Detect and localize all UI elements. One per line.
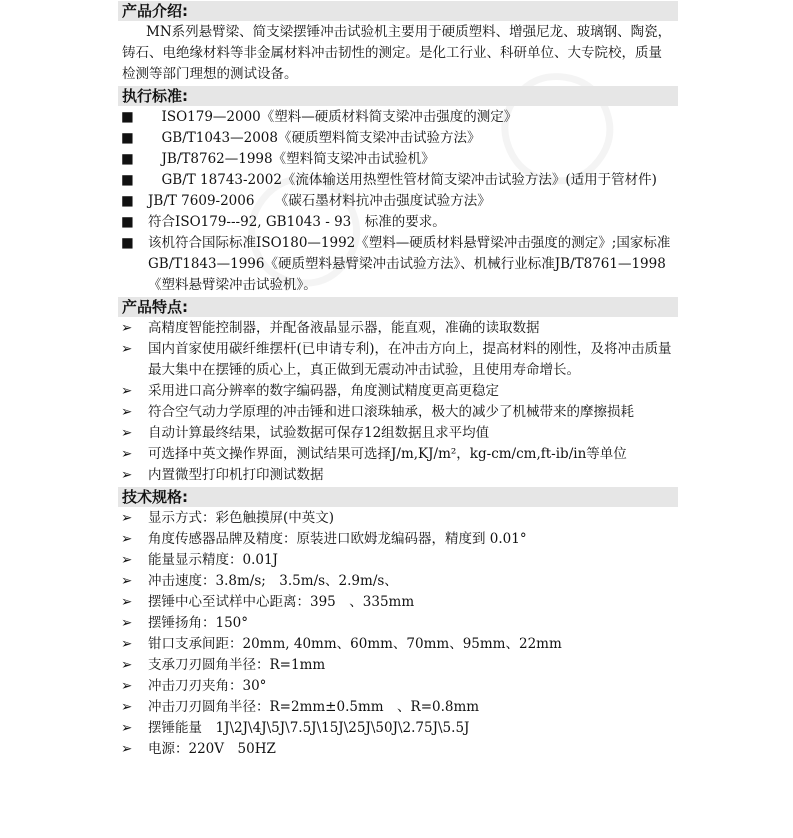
arrow-bullet-icon: ➢: [121, 383, 133, 399]
list-item: ➢ 角度传感器品牌及精度：原装进口欧姆龙编码器，精度到 0.01°: [118, 529, 678, 550]
intro-text: MN系列悬臂梁、简支梁摆锤冲击试验机主要用于硬质塑料、增强尼龙、玻璃钢、陶瓷，铸石、电绝缘材料等非金属材料冲击韧性的测定。是化工行业、科研单位、大专院校，质量检测等部门理想的测试设备。: [122, 24, 672, 82]
list-item: ➢ 冲击刀刃圆角半径：R=2mm±0.5mm 、R=0.8mm: [118, 697, 678, 718]
list-item: ■ GB/T1043—2008《硬质塑料简支梁冲击试验方法》: [118, 128, 678, 149]
list-item: ➢ 电源：220V 50HZ: [118, 739, 678, 760]
intro-heading: 产品介绍:: [118, 1, 678, 21]
list-item: ■ 该机符合国际标准ISO180—1992《塑料—硬质材料悬臂梁冲击强度的测定》;国家标准GB/T1843—1996《硬质塑料悬臂梁冲击试验方法》、机械行业标准JB/T8761—1998《塑料悬臂梁冲击试验机》。: [118, 233, 678, 296]
square-bullet-icon: ■: [121, 235, 134, 251]
arrow-bullet-icon: ➢: [121, 446, 133, 462]
list-item: ➢ 摆锤能量 1J\2J\4J\5J\7.5J\15J\25J\50J\2.75J\5.5J: [118, 718, 678, 739]
list-item: ■ GB/T 18743-2002《流体输送用热塑性管材简支梁冲击试验方法》(适用于管材件): [118, 170, 678, 191]
list-item: ➢ 高精度智能控制器，并配备液晶显示器，能直观，准确的读取数据: [118, 318, 678, 339]
list-item: ➢ 可选择中英文操作界面，测试结果可选择J/m,KJ/m²，kg-cm/cm,ft-ib/in等单位: [118, 444, 678, 465]
features-heading: 产品特点:: [118, 297, 678, 317]
list-item: ➢ 显示方式：彩色触摸屏(中英文): [118, 508, 678, 529]
list-item: ■ JB/T8762—1998《塑料简支梁冲击试验机》: [118, 149, 678, 170]
arrow-bullet-icon: ➢: [121, 467, 133, 483]
list-item: ■ JB/T 7609-2006 《碳石墨材料抗冲击强度试验方法》: [118, 191, 678, 212]
arrow-bullet-icon: ➢: [121, 425, 133, 441]
specs-list: [118, 508, 678, 760]
arrow-bullet-icon: ➢: [121, 720, 133, 736]
list-item: ➢ 支承刀刃圆角半径：R=1mm: [118, 655, 678, 676]
standards-heading: 执行标准:: [118, 86, 678, 106]
square-bullet-icon: ■: [121, 193, 134, 209]
arrow-bullet-icon: ➢: [121, 657, 133, 673]
features-list: [118, 318, 678, 486]
arrow-bullet-icon: ➢: [121, 552, 133, 568]
square-bullet-icon: ■: [121, 172, 134, 188]
list-item: ➢ 冲击刀刃夹角：30°: [118, 676, 678, 697]
list-item: ➢ 国内首家使用碳纤维摆杆(已申请专利)，在冲击方向上，提高材料的刚性，及将冲击质量最大集中在摆锤的质心上，真正做到无震动冲击试验，且使用寿命增长。: [118, 339, 678, 381]
list-item: ➢ 采用进口高分辨率的数字编码器，角度测试精度更高更稳定: [118, 381, 678, 402]
arrow-bullet-icon: ➢: [121, 594, 133, 610]
list-item: ➢ 能量显示精度：0.01J: [118, 550, 678, 571]
list-item: ➢ 钳口支承间距：20mm, 40mm、60mm、70mm、95mm、22mm: [118, 634, 678, 655]
list-item: ➢ 冲击速度：3.8m/s; 3.5m/s、2.9m/s、: [118, 571, 678, 592]
list-item: ➢ 自动计算最终结果，试验数据可保存12组数据且求平均值: [118, 423, 678, 444]
list-item: ➢ 符合空气动力学原理的冲击锤和进口滚珠轴承，极大的减少了机械带来的摩擦损耗: [118, 402, 678, 423]
arrow-bullet-icon: ➢: [121, 699, 133, 715]
list-item: ■ ISO179—2000《塑料—硬质材料简支梁冲击强度的测定》: [118, 107, 678, 128]
arrow-bullet-icon: ➢: [121, 636, 133, 652]
square-bullet-icon: ■: [121, 109, 134, 125]
intro-paragraph: [118, 22, 678, 85]
arrow-bullet-icon: ➢: [121, 573, 133, 589]
standards-list: [118, 107, 678, 296]
list-item: ➢ 摆锤中心至试样中心距离：395 、335mm: [118, 592, 678, 613]
square-bullet-icon: ■: [121, 130, 134, 146]
square-bullet-icon: ■: [121, 214, 134, 230]
arrow-bullet-icon: ➢: [121, 678, 133, 694]
arrow-bullet-icon: ➢: [121, 341, 133, 357]
specs-heading: 技术规格:: [118, 487, 678, 507]
arrow-bullet-icon: ➢: [121, 741, 133, 757]
list-item: ■ 符合ISO179---92, GB1043 - 93 标准的要求。: [118, 212, 678, 233]
arrow-bullet-icon: ➢: [121, 510, 133, 526]
arrow-bullet-icon: ➢: [121, 404, 133, 420]
list-item: ➢ 内置微型打印机打印测试数据: [118, 465, 678, 486]
list-item: ➢ 摆锤扬角：150°: [118, 613, 678, 634]
arrow-bullet-icon: ➢: [121, 531, 133, 547]
document: [118, 0, 678, 760]
arrow-bullet-icon: ➢: [121, 615, 133, 631]
square-bullet-icon: ■: [121, 151, 134, 167]
arrow-bullet-icon: ➢: [121, 320, 133, 336]
